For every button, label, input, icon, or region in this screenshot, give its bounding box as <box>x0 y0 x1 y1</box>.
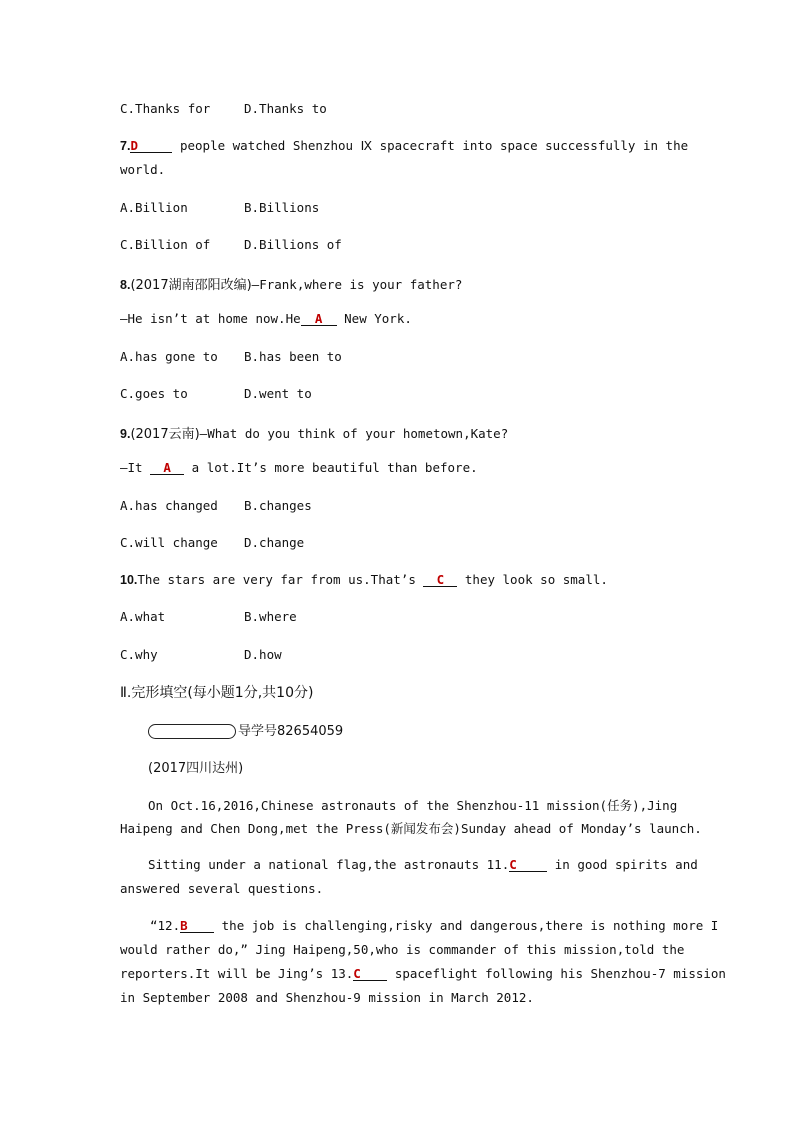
blank-11: C <box>509 858 547 872</box>
q9-option-a: A.has changed <box>120 498 218 513</box>
guide-number-row <box>148 720 708 739</box>
p3-text4: in September 2008 and Shenzhou-9 mission in March 2012. <box>120 990 534 1005</box>
passage-p1-line1 <box>148 796 678 814</box>
q9-stem <box>120 423 680 442</box>
q8-options-ab <box>120 349 680 364</box>
q9-option-b: B.changes <box>244 498 312 513</box>
passage-p3-line3 <box>120 966 726 981</box>
q10-option-a: A.what <box>120 609 166 624</box>
passage-source: (2017四川达州) <box>148 761 244 776</box>
blank-12: B <box>180 919 214 933</box>
passage-p2-line2 <box>120 881 680 896</box>
q9-source: (2017云南) <box>130 427 200 442</box>
passage-p3-line2 <box>120 942 685 957</box>
q10-answer-blank: C <box>423 573 457 587</box>
passage-p2-line1 <box>148 857 698 872</box>
q8-answer-blank: A <box>301 312 337 326</box>
q9-line2-post: a lot.It’s more beautiful than before. <box>191 460 478 475</box>
guide-box <box>148 724 236 739</box>
p3-pre: “12. <box>150 918 181 933</box>
section-title: Ⅱ.完形填空(每小题1分,共10分) <box>120 685 314 701</box>
q8-option-b: B.has been to <box>244 349 342 364</box>
q8-stem <box>120 274 680 293</box>
q9-answer-blank: A <box>150 461 184 475</box>
p2-pre: Sitting under a national flag,the astronauts 11. <box>148 857 510 872</box>
q9-option-c: C.will change <box>120 535 218 550</box>
q7-stem-cont <box>120 162 680 177</box>
q7-number: 7. <box>120 139 131 153</box>
q9-question: —What do you think of your hometown,Kate? <box>199 426 509 441</box>
q7-answer-blank: D <box>130 139 172 153</box>
q7-option-a: A.Billion <box>120 200 188 215</box>
q6-options-cd <box>120 101 680 116</box>
q8-source: (2017湖南邵阳改编) <box>130 278 252 293</box>
p3-l3-pre: reporters.It will be Jing’s 13. <box>120 966 354 981</box>
q9-options-ab <box>120 498 680 513</box>
q10-number: 10. <box>120 573 138 587</box>
q7-text-cont: world. <box>120 162 166 177</box>
q8-option-d: D.went to <box>244 386 312 401</box>
q8-answer-line <box>120 311 680 326</box>
p1-text1: On Oct.16,2016,Chinese astronauts of the Shenzhou-11 mission(任务),Jing <box>148 798 678 813</box>
q8-options-cd <box>120 386 680 401</box>
q10-text-post: they look so small. <box>464 572 608 587</box>
q10-options-ab <box>120 609 680 624</box>
guide-number: 导学号82654059 <box>238 724 344 739</box>
q10-option-d: D.how <box>244 647 282 662</box>
q7-option-b: B.Billions <box>244 200 320 215</box>
q9-line2-pre: —It <box>120 460 143 475</box>
q8-option-c: C.goes to <box>120 386 188 401</box>
passage-p1-line2 <box>120 819 702 837</box>
blank-13: C <box>353 967 387 981</box>
q10-options-cd <box>120 647 680 662</box>
q9-number: 9. <box>120 427 131 441</box>
q8-option-a: A.has gone to <box>120 349 218 364</box>
passage-p3-line4 <box>120 990 680 1005</box>
q7-stem <box>120 138 689 153</box>
passage-p3-line1 <box>150 918 719 933</box>
q8-number: 8. <box>120 278 131 292</box>
p3-text2: would rather do,” Jing Haipeng,50,who is commander of this mission,told the <box>120 942 685 957</box>
q6-option-d: D.Thanks to <box>244 101 327 116</box>
q10-text-pre: The stars are very far from us.That’s <box>137 572 416 587</box>
p3-post: the job is challenging,risky and dangerous,there is nothing more I <box>221 918 719 933</box>
p1-text2: Haipeng and Chen Dong,met the Press(新闻发布会)Sunday ahead of Monday’s launch. <box>120 821 702 836</box>
q7-option-c: C.Billion of <box>120 237 211 252</box>
p2-text2: answered several questions. <box>120 881 324 896</box>
q10-option-b: B.where <box>244 609 297 624</box>
q10-option-c: C.why <box>120 647 158 662</box>
q9-option-d: D.change <box>244 535 305 550</box>
q8-line2-post: New York. <box>344 311 412 326</box>
q7-option-d: D.Billions of <box>244 237 342 252</box>
q7-options-ab <box>120 200 680 215</box>
q8-line2-pre: —He isn’t at home now.He <box>120 311 301 326</box>
q7-text: people watched Shenzhou Ⅸ spacecraft into space successfully in the <box>179 138 689 153</box>
p2-post: in good spirits and <box>554 857 698 872</box>
q8-question: —Frank,where is your father? <box>251 277 463 292</box>
q10-stem <box>120 572 680 587</box>
p3-l3-post: spaceflight following his Shenzhou-7 mission <box>394 966 726 981</box>
q6-option-c: C.Thanks for <box>120 101 211 116</box>
q9-answer-line <box>120 460 680 475</box>
q9-options-cd <box>120 535 680 550</box>
q7-options-cd <box>120 237 680 252</box>
